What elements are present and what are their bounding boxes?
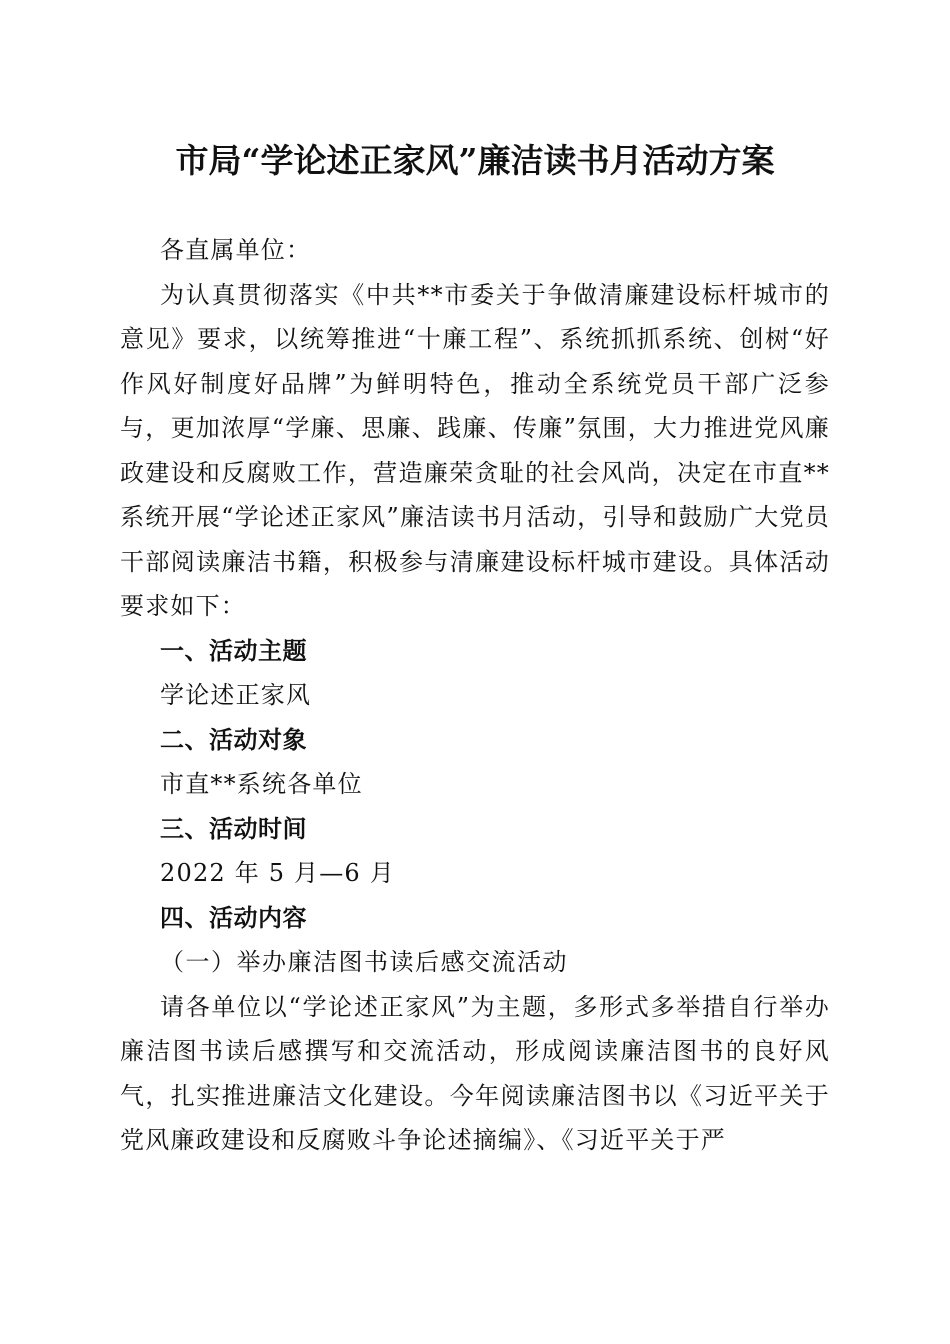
document-title: 市局“学论述正家风”廉洁读书月活动方案 — [175, 141, 775, 180]
subsection-text-reading-exchange: 请各单位以“学论述正家风”为主题，多形式多举措自行举办廉洁图书读后感撰写和交流活动，形成阅读廉洁图书的良好风气，扎实推进廉洁文化建设。今年阅读廉洁图书以《习近平关于党风廉政建设和反腐败斗争论述摘编》、《习近平关于严 — [120, 992, 830, 1154]
section-heading-theme: 一、活动主题 — [160, 636, 307, 665]
salutation: 各直属单位： — [160, 236, 312, 264]
section-text-time: 2022 年 5 月—6 月 — [160, 859, 395, 887]
section-heading-content: 四、活动内容 — [160, 903, 307, 932]
intro-paragraph: 为认真贯彻落实《中共**市委关于争做清廉建设标杆城市的意见》要求，以统筹推进“十廉工程”、系统抓抓系统、创树“好作风好制度好品牌”为鲜明特色，推动全系统党员干部广泛参与，更加浓厚“学廉、思廉、践廉、传廉”氛围，大力推进党风廉政建设和反腐败工作，营造廉荣贪耻的社会风尚，决定在市直**系统开展“学论述正家风”廉洁读书月活动，引导和鼓励广大党员干部阅读廉洁书籍，积极参与清廉建设标杆城市建设。具体活动要求如下： — [120, 280, 830, 620]
section-heading-time: 三、活动时间 — [160, 814, 307, 843]
subsection-heading-reading-exchange: （一）举办廉洁图书读后感交流活动 — [160, 948, 568, 976]
section-heading-target: 二、活动对象 — [160, 725, 307, 754]
section-text-target: 市直**系统各单位 — [160, 770, 363, 798]
section-text-theme: 学论述正家风 — [160, 681, 312, 709]
document-body — [120, 228, 830, 1163]
